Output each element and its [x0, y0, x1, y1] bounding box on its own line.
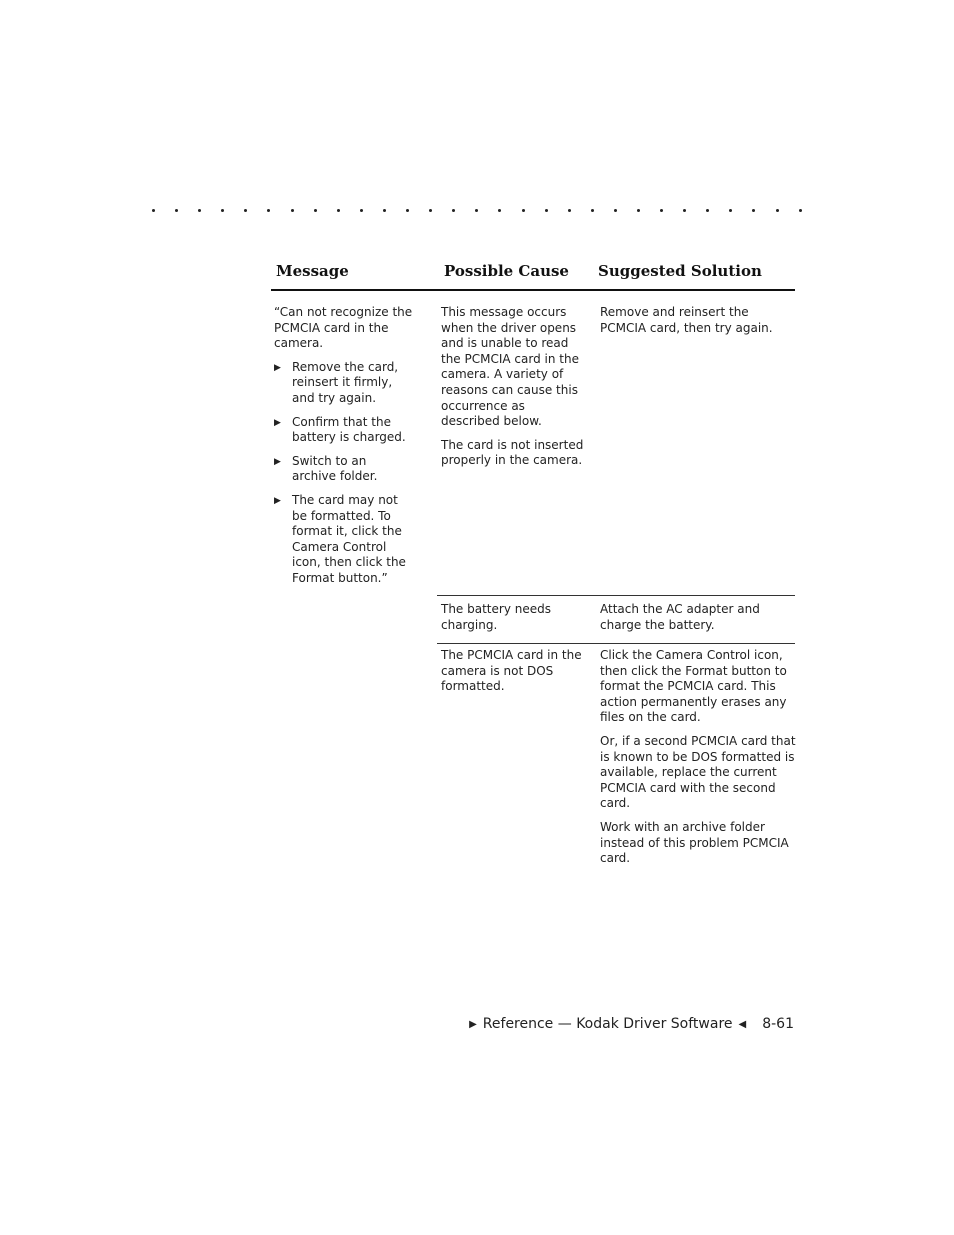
page-number: 8-61: [762, 1016, 794, 1032]
bullet-arrow-icon: ▶: [274, 495, 281, 506]
table-row-2-cause: The battery needs charging.: [441, 602, 551, 632]
triangle-left-icon: ◀: [738, 1018, 747, 1030]
row-divider: [437, 643, 795, 644]
message-intro: “Can not recognize the PCMCIA card in the camera.: [274, 305, 413, 351]
message-bullet-list: [274, 360, 414, 587]
list-item: ▶ The card may not be formatted. To format it, click the Camera Control icon, then click the Format button.”: [274, 492, 406, 585]
table-row-2-solution: Attach the AC adapter and charge the battery.: [600, 602, 760, 632]
page-footer: [469, 1016, 794, 1032]
column-header-solution: Suggested Solution: [598, 262, 762, 280]
message-cell: [274, 305, 414, 595]
dotted-header-rule: [152, 200, 802, 220]
table-row-1-cause: This message occurs when the driver opens and is unable to read the PCMCIA card in the camera. A variety of reasons can cause this occurrence as described below. The card is not inserted properly in the camera.: [441, 305, 584, 468]
bullet-arrow-icon: ▶: [274, 417, 281, 428]
table-row-1-solution: Remove and reinsert the PCMCIA card, then try again.: [600, 305, 773, 335]
header-rule: [271, 289, 795, 291]
bullet-arrow-icon: ▶: [274, 456, 281, 467]
triangle-right-icon: ▶: [469, 1018, 477, 1030]
footer-title: Reference — Kodak Driver Software: [482, 1016, 733, 1032]
bullet-arrow-icon: ▶: [274, 362, 281, 373]
list-item: ▶ Confirm that the battery is charged.: [274, 414, 406, 445]
table-row-3-solution: Click the Camera Control icon, then click the Format button to format the PCMCIA card. This action permanently erases any files on the card. Or, if a second PCMCIA card that is known to be DOS formatted is available, replace the current PCMCIA card with the second card. Work with an archive folder instead of this problem PCMCIA card.: [600, 648, 796, 866]
row-divider: [437, 595, 795, 596]
list-item: ▶ Switch to an archive folder.: [274, 453, 378, 484]
column-header-message: Message: [276, 262, 349, 280]
list-item: ▶ Remove the card, reinsert it firmly, and try again.: [274, 359, 399, 405]
table-row-3-cause: The PCMCIA card in the camera is not DOS formatted.: [441, 648, 582, 694]
column-header-cause: Possible Cause: [444, 262, 569, 280]
